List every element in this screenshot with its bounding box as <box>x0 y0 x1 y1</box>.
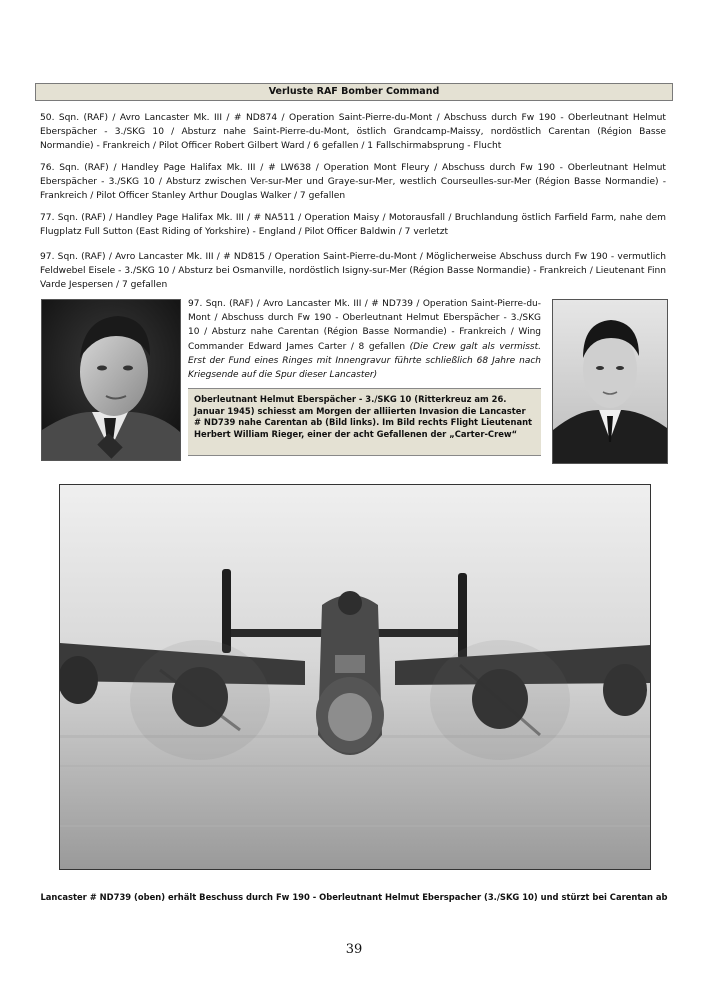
lancaster-aircraft-photo <box>59 484 651 870</box>
loss-entry-97-sqn-nd739 <box>188 297 541 382</box>
page-number: 39 <box>345 942 363 957</box>
portrait-photo-right <box>552 299 668 464</box>
entry-italic-note: (Die Crew galt als vermisst. Erst der Fund eines Ringes mit Innengravur führte schließlich 68 Jahre nach Kriegsende auf die Spur dieser Lancaster) <box>188 341 541 381</box>
loss-entry-76-sqn: 76. Sqn. (RAF) / Handley Page Halifax Mk. III / # LW638 / Operation Mont Fleury / Abschuss durch Fw 190 - Oberleutnant Helmut Eberspächer - 3./SKG 10 / Absturz zwischen Ver-sur-Mer und Graye-sur-Mer, westlich Courseulles-sur-Mer (Région Basse Normandie) - Frankreich / Pilot Officer Stanley Arthur Douglas Walker / 7 gefallen <box>40 163 666 202</box>
loss-entry-97-sqn-nd815: 97. Sqn. (RAF) / Avro Lancaster Mk. III / # ND815 / Operation Saint-Pierre-du-Mont / Möglicherweise Abschuss durch Fw 190 - vermutlich Feldwebel Eisele - 3./SKG 10 / Absturz bei Osmanville, nordöstlich Isigny-sur-Mer (Région Basse Normandie) - Frankreich / Lieutenant Finn Varde Jespersen / 7 gefallen <box>40 252 666 291</box>
portrait-photo-left <box>41 299 181 461</box>
section-header: Verluste RAF Bomber Command <box>35 83 673 101</box>
loss-entry-77-sqn: 77. Sqn. (RAF) / Handley Page Halifax Mk. III / # NA511 / Operation Maisy / Motorausfall / Bruchlandung östlich Farfield Farm, nahe dem Flugplatz Full Sutton (East Riding of Yorkshire) - England / Pilot Officer Baldwin / 7 verletzt <box>40 213 666 238</box>
loss-entry-50-sqn: 50. Sqn. (RAF) / Avro Lancaster Mk. III / # ND874 / Operation Saint-Pierre-du-Mont / Abschuss durch Fw 190 - Oberleutnant Helmut Eberspächer - 3./SKG 10 / Absturz nahe Saint-Pierre-du-Mont, östlich Grandcamp-Maissy, nordöstlich Carentan (Région Basse Normandie) - Frankreich / Pilot Officer Robert Gilbert Ward / 6 gefallen / 1 Fallschirmabsprung - Flucht <box>40 113 666 152</box>
aircraft-photo-caption: Lancaster # ND739 (oben) erhält Beschuss durch Fw 190 - Oberleutnant Helmut Eberspacher (3./SKG 10) und stürzt bei Carentan ab <box>40 892 668 902</box>
entry-main-text: 97. Sqn. (RAF) / Avro Lancaster Mk. III / # ND739 / Operation Saint-Pierre-du-Mont / Abschuss durch Fw 190 - Oberleutnant Helmut Eberspächer - 3./SKG 10 / Absturz nahe Carentan (Région Basse Normandie) - Frankreich / Wing Commander Edward James Carter / 8 gefallen <box>188 299 541 352</box>
photo-caption-box: Oberleutnant Helmut Eberspächer - 3./SKG 10 (Ritterkreuz am 26. Januar 1945) schiesst am Morgen der alliierten Invasion die Lancaster # ND739 nahe Carentan ab (Bild links). Im Bild rechts Flight Lieutenant Herbert William Rieger, einer der acht Gefallenen der „Carter-Crew“ <box>188 388 541 456</box>
